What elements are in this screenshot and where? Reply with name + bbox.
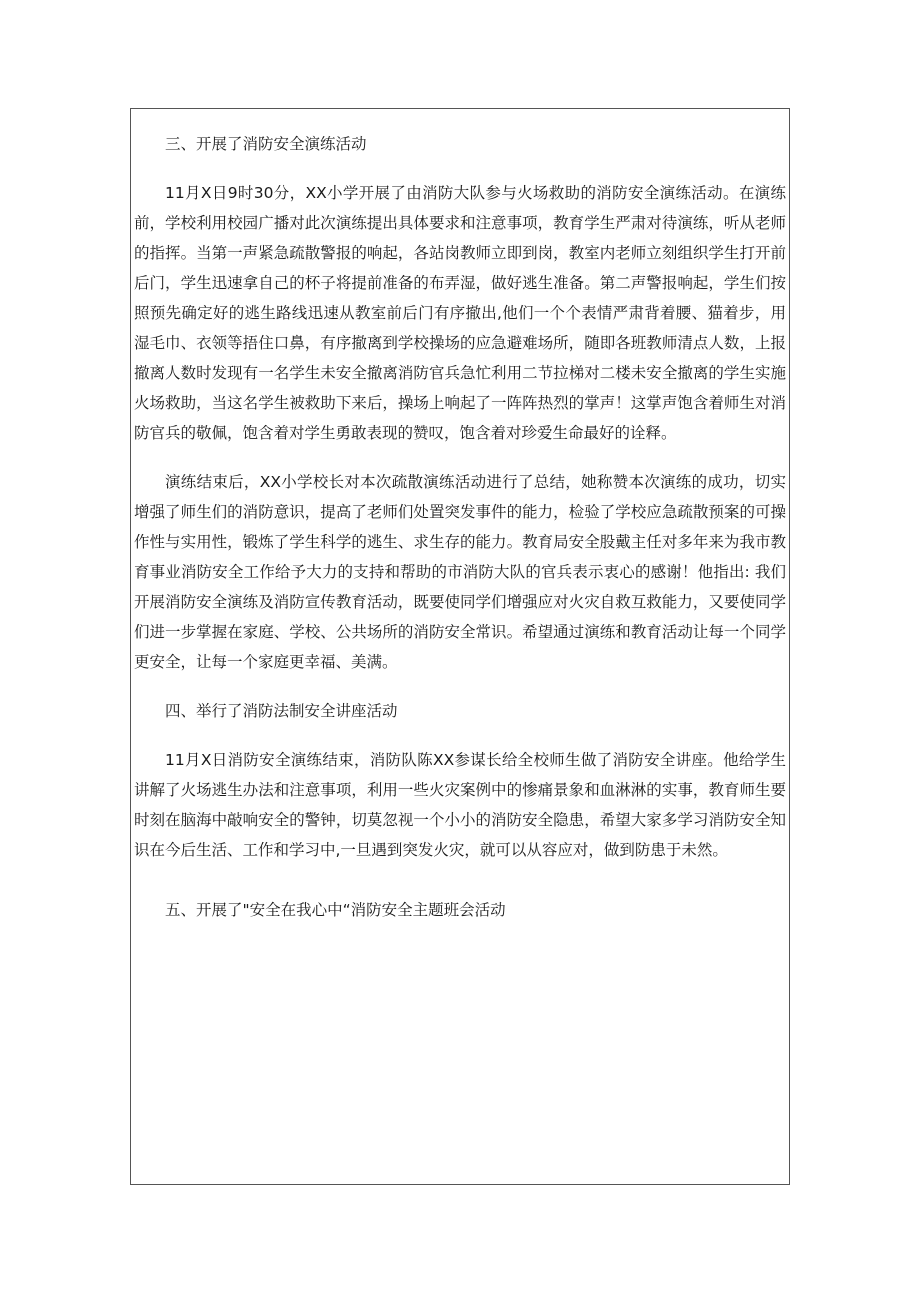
paragraph-safety-lecture: 11月X日消防安全演练结束，消防队陈XX参谋长给全校师生做了消防安全讲座。他给学生讲解了火场逃生办法和注意事项，利用一些火灾案例中的惨痛景象和血淋淋的实事，教育师生要时刻在脑海中敲响安全的警钟，切莫忽视一个小小的消防安全隐患，希望大家多学习消防安全知识在今后生活、工作和学习中,一旦遇到突发火灾，就可以从容应对，做到防患于未然。	[134, 751, 786, 859]
paragraph-drill-summary: 演练结束后，XX小学校长对本次疏散演练活动进行了总结，她称赞本次演练的成功，切实增强了师生们的消防意识，提高了老师们处置突发事件的能力，检验了学校应急疏散预案的可操作性与实用性，锻炼了学生科学的逃生、求生存的能力。教育局安全股戴主任对多年来为我市教育事业消防安全工作给予大力的支持和帮助的市消防大队的官兵表示衷心的感谢！他指出: 我们开展消防安全演练及消防宣传教育活动，既要使同学们增强应对火灾自救互救能力，又要使同学们进一步掌握在家庭、学校、公共场所的消防安全常识。希望通过演练和教育活动让每一个同学更安全，让每一个家庭更幸福、美满。	[134, 473, 786, 671]
page-frame	[130, 108, 790, 1185]
document-body	[134, 129, 786, 944]
section-heading-4: 四、举行了消防法制安全讲座活动	[165, 702, 398, 720]
section-heading-5: 五、开展了"安全在我心中“消防安全主题班会活动	[165, 901, 506, 919]
section-heading-3: 三、开展了消防安全演练活动	[165, 135, 367, 153]
paragraph-drill-description: 11月X日9时30分，XX小学开展了由消防大队参与火场救助的消防安全演练活动。在演练前，学校利用校园广播对此次演练提出具体要求和注意事项，教育学生严肃对待演练，听从老师的指挥。当第一声紧急疏散警报的响起，各站岗教师立即到岗，教室内老师立刻组织学生打开前后门，学生迅速拿自己的杯子将提前准备的布弄湿，做好逃生准备。第二声警报响起，学生们按照预先确定好的逃生路线迅速从教室前后门有序撤出,他们一个个表情严肃背着腰、猫着步，用湿毛巾、衣领等捂住口鼻，有序撤离到学校操场的应急避难场所，随即各班教师清点人数，上报撤离人数时发现有一名学生未安全撤离消防官兵急忙利用二节拉梯对二楼未安全撤离的学生实施火场救助，当这名学生被救助下来后，操场上响起了一阵阵热烈的掌声！这掌声饱含着师生对消防官兵的敬佩，饱含着对学生勇敢表现的赞叹，饱含着对珍爱生命最好的诠释。	[134, 184, 786, 442]
